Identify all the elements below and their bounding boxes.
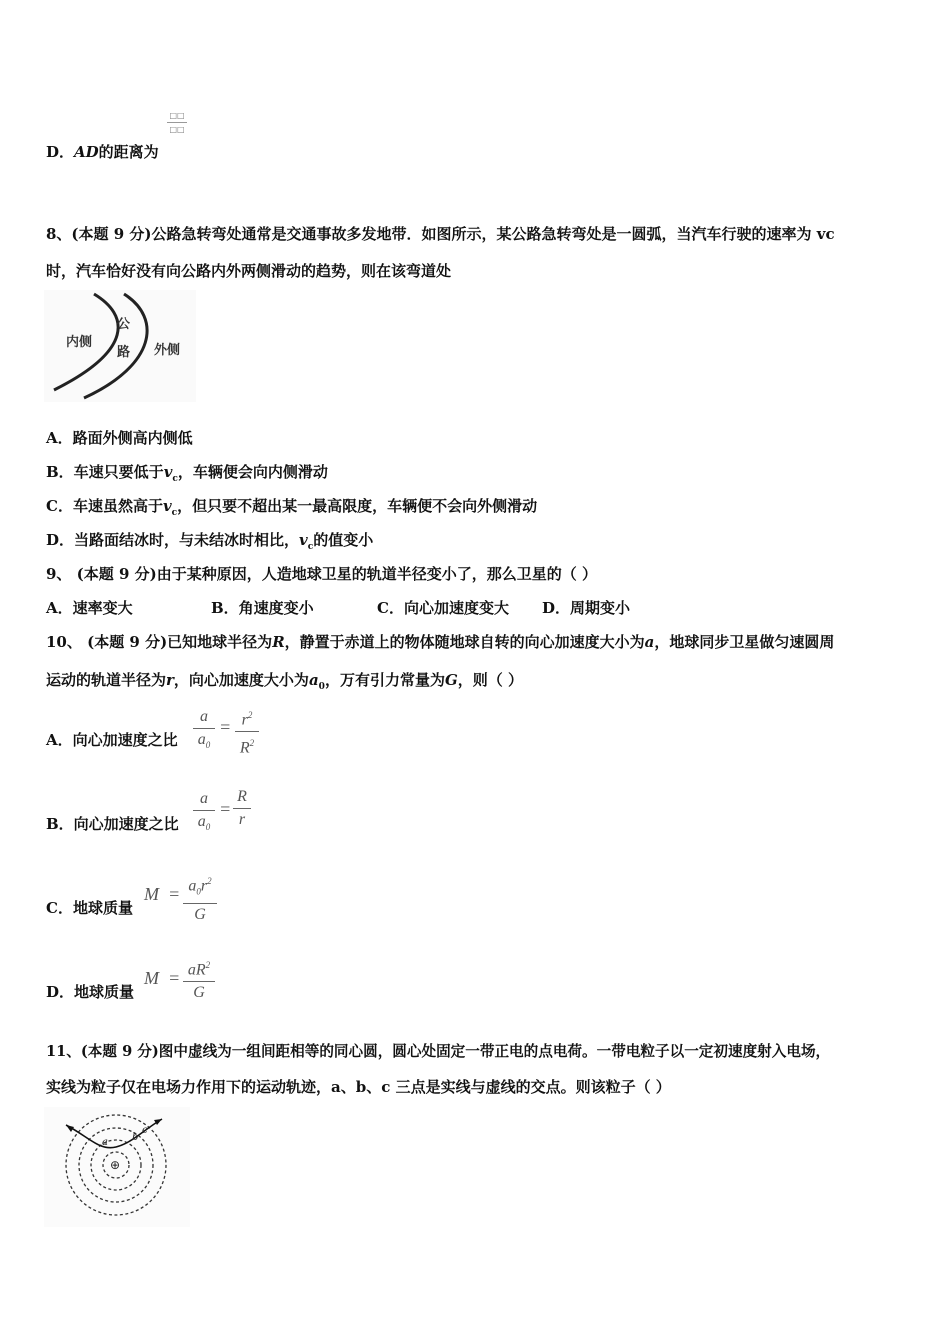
option-text: D．当路面结冰时，与未结冰时相比， (46, 531, 300, 549)
frac-bar (233, 808, 251, 809)
equals-sign: = (168, 968, 181, 988)
frac-num: a (200, 790, 208, 807)
frac-den: $a_0$ (197, 731, 211, 751)
frac-bar (183, 981, 215, 982)
frac-num: a (200, 708, 208, 725)
q9-option-a: A．速率变大 (46, 599, 133, 617)
frac-den: $R^2$ (239, 738, 255, 757)
frac-bar (183, 903, 217, 904)
frac-bar (167, 122, 187, 123)
option-text: C．车速虽然高于 (46, 497, 163, 515)
option-text: 的值变小 (313, 531, 374, 549)
q8-stem-line1: 8、(本题 9 分)公路急转弯处通常是交通事故多发地带．如图所示，某公路急转弯处是一圆弧，当汽车行驶的速率为 vc (46, 225, 835, 243)
var-v: v (299, 531, 308, 549)
equals-sign: = (219, 717, 232, 737)
q8-option-d (46, 529, 373, 552)
stem-text: 10、 (本题 9 分)已知地球半径为 (46, 633, 273, 651)
fraction-a-over-a0 (193, 790, 215, 836)
road-curve-figure (44, 290, 196, 402)
option-text: B．车速只要低于 (46, 463, 164, 481)
inner-side-label: 内侧 (66, 335, 93, 350)
frac-bar (193, 810, 215, 811)
frac-num: □□ (169, 111, 185, 120)
var-r: r (166, 671, 174, 689)
stem-text: ，向心加速度大小为 (173, 671, 309, 689)
frac-num: R (237, 788, 247, 805)
q8-stem-line2: 时，汽车恰好没有向公路内外两侧滑动的趋势，则在该弯道处 (46, 262, 452, 280)
road-label-1: 公 (117, 317, 131, 332)
fraction-r2-over-R2 (235, 706, 259, 758)
concentric-field-figure (44, 1107, 190, 1227)
q9-stem: 9、 (本题 9 分)由于某种原因，人造地球卫星的轨道半径变小了，那么卫星的（ ） (46, 565, 597, 583)
q10-stem-line2 (46, 669, 523, 692)
q10-option-d: D．地球质量 (46, 983, 135, 1001)
var-M: M (144, 884, 159, 904)
q7-option-d (46, 141, 159, 162)
var-ad: AD (74, 143, 99, 161)
frac-den: □□ (169, 125, 185, 134)
option-text: ，但只要不超出某一最高限度，车辆便不会向外侧滑动 (177, 497, 538, 515)
road-label-2: 路 (117, 345, 131, 360)
frac-den: $a_0$ (197, 813, 211, 833)
var-G: G (444, 671, 458, 689)
equals-sign: = (219, 799, 232, 819)
q11-stem-line2: 实线为粒子仅在电场力作用下的运动轨迹，a、b、c 三点是实线与虚线的交点。则该粒子（ ） (46, 1078, 671, 1096)
frac-num: $aR^2$ (187, 960, 211, 979)
stem-text: ，静置于赤道上的物体随地球自转的向心加速度大小为 (284, 633, 645, 651)
q7-fraction-placeholder (167, 111, 187, 134)
var-R: R (272, 633, 285, 651)
frac-num: $a_0r^2$ (188, 876, 212, 897)
stem-text: 运动的轨道半径为 (46, 671, 167, 689)
outer-side-label: 外侧 (154, 343, 181, 358)
point-a-label: a (102, 1137, 108, 1148)
var-M: M (144, 968, 159, 988)
option-text: 的距离为 (98, 143, 159, 161)
var-v: v (162, 497, 172, 515)
q8-option-b (46, 461, 328, 484)
option-text: ，车辆便会向内侧滑动 (177, 463, 328, 481)
stem-text: ，万有引力常量为 (324, 671, 445, 689)
frac-den: G (193, 984, 205, 1002)
stem-text: ，地球同步卫星做匀速圆周 (654, 633, 835, 651)
var-a: a (644, 633, 655, 651)
q9-option-c: C．向心加速度变大 (377, 599, 509, 617)
point-c-label: c (142, 1125, 148, 1136)
q10-option-a: A．向心加速度之比 (46, 731, 178, 749)
point-b-label: b (132, 1132, 139, 1143)
frac-bar (193, 728, 215, 729)
fraction-a0r2-over-G (183, 872, 217, 924)
var-v: v (163, 463, 173, 481)
q10-option-b: B．向心加速度之比 (46, 815, 179, 833)
q10-stem-line1 (46, 631, 834, 652)
q8-option-a: A．路面外侧高内侧低 (46, 429, 193, 447)
stem-text: ，则（ ） (457, 671, 523, 689)
frac-num: $r^2$ (241, 710, 253, 729)
q11-stem-line1: 11、(本题 9 分)图中虚线为一组间距相等的同心圆，圆心处固定一带正电的点电荷。一带电粒子以一定初速度射入电场， (46, 1043, 831, 1060)
fraction-R-over-r (233, 788, 251, 829)
q9-option-d: D．周期变小 (542, 599, 631, 617)
positive-charge-icon: ⊕ (110, 1158, 121, 1172)
q9-option-b: B．角速度变小 (211, 599, 314, 617)
q10-option-c: C．地球质量 (46, 899, 133, 917)
fraction-aR2-over-G (183, 956, 215, 1002)
option-label: D． (46, 143, 75, 161)
frac-den: r (238, 811, 246, 828)
sub-c: c (172, 474, 178, 484)
sub-0: 0 (318, 682, 325, 692)
fraction-a-over-a0 (193, 708, 215, 754)
frac-den: G (194, 905, 206, 923)
sub-c: c (171, 508, 178, 518)
equals-sign: = (168, 884, 181, 904)
sub-c: c (307, 542, 314, 552)
var-a0: a (308, 671, 319, 689)
q8-option-c (46, 495, 537, 518)
frac-bar (235, 731, 259, 732)
